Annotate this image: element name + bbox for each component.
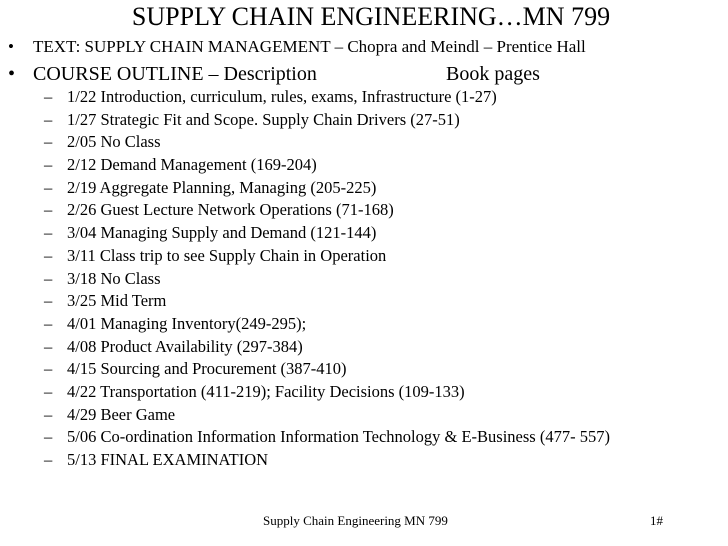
dash-icon: –	[44, 177, 53, 197]
schedule-item-text: 2/26 Guest Lecture Network Operations (71-168)	[67, 200, 394, 220]
schedule-item-text: 1/22 Introduction, curriculum, rules, exams, Infrastructure (1-27)	[67, 87, 497, 106]
slide-number: 1#	[650, 513, 663, 528]
schedule-item	[0, 336, 728, 359]
schedule-item-text: 1/27 Strategic Fit and Scope. Supply Chain Drivers (27-51)	[67, 109, 460, 129]
schedule-item	[0, 404, 728, 427]
bullet-icon: •	[8, 63, 16, 85]
schedule-item-text: 3/18 No Class	[67, 268, 161, 288]
dash-icon: –	[44, 109, 53, 129]
footer-course-name: Supply Chain Engineering MN 799	[263, 513, 448, 528]
dash-icon: –	[44, 291, 53, 311]
schedule-item-text: 2/05 No Class	[67, 132, 161, 152]
dash-icon: –	[44, 87, 53, 106]
schedule-item-text: 5/13 FINAL EXAMINATION	[67, 450, 269, 469]
schedule-item	[0, 177, 728, 200]
schedule-item	[0, 449, 728, 472]
textbook-text: TEXT: SUPPLY CHAIN MANAGEMENT – Chopra and Meindl – Prentice Hall	[33, 37, 586, 56]
dash-icon: –	[44, 450, 53, 469]
book-pages-label: Book pages	[446, 63, 540, 85]
schedule-item	[0, 199, 728, 222]
dash-icon: –	[44, 381, 53, 401]
schedule-item	[0, 290, 728, 313]
schedule-item-text: 3/04 Managing Supply and Demand (121-144)	[67, 223, 377, 243]
dash-icon: –	[44, 268, 53, 288]
schedule-item-text: 3/11 Class trip to see Supply Chain in Operation	[67, 245, 387, 265]
course-outline-label: COURSE OUTLINE – Description	[33, 63, 317, 85]
schedule-item-text: 2/12 Demand Management (169-204)	[67, 155, 317, 175]
schedule-item	[0, 245, 728, 268]
dash-icon: –	[44, 404, 53, 424]
dash-icon: –	[44, 200, 53, 220]
schedule-item	[0, 426, 728, 449]
dash-icon: –	[44, 223, 53, 243]
dash-icon: –	[44, 155, 53, 175]
schedule-item-text: 4/08 Product Availability (297-384)	[67, 336, 303, 356]
schedule-item	[0, 222, 728, 245]
dash-icon: –	[44, 132, 53, 152]
bullet-icon: •	[8, 37, 14, 56]
schedule-item	[0, 109, 728, 132]
schedule-item	[0, 268, 728, 291]
schedule-item-text: 4/29 Beer Game	[67, 404, 176, 424]
schedule-item-text: 4/01 Managing Inventory(249-295);	[67, 313, 307, 333]
schedule-item	[0, 131, 728, 154]
dash-icon: –	[44, 359, 53, 379]
schedule-item	[0, 358, 728, 381]
dash-icon: –	[44, 427, 53, 447]
schedule-item-text: 2/19 Aggregate Planning, Managing (205-225)	[67, 177, 377, 197]
schedule-item	[0, 86, 728, 109]
schedule-item	[0, 381, 728, 404]
slide-title: SUPPLY CHAIN ENGINEERING…MN 799	[131, 2, 611, 31]
schedule-item-text: 5/06 Co-ordination Information Information Technology & E-Business (477- 557)	[67, 427, 610, 447]
dash-icon: –	[44, 336, 53, 356]
schedule-item-text: 4/22 Transportation (411-219); Facility Decisions (109-133)	[67, 381, 465, 401]
schedule-item	[0, 313, 728, 336]
dash-icon: –	[44, 313, 53, 333]
schedule-item	[0, 154, 728, 177]
schedule-list	[0, 86, 728, 472]
schedule-item-text: 3/25 Mid Term	[67, 291, 167, 311]
dash-icon: –	[44, 245, 53, 265]
schedule-item-text: 4/15 Sourcing and Procurement (387-410)	[67, 359, 347, 379]
